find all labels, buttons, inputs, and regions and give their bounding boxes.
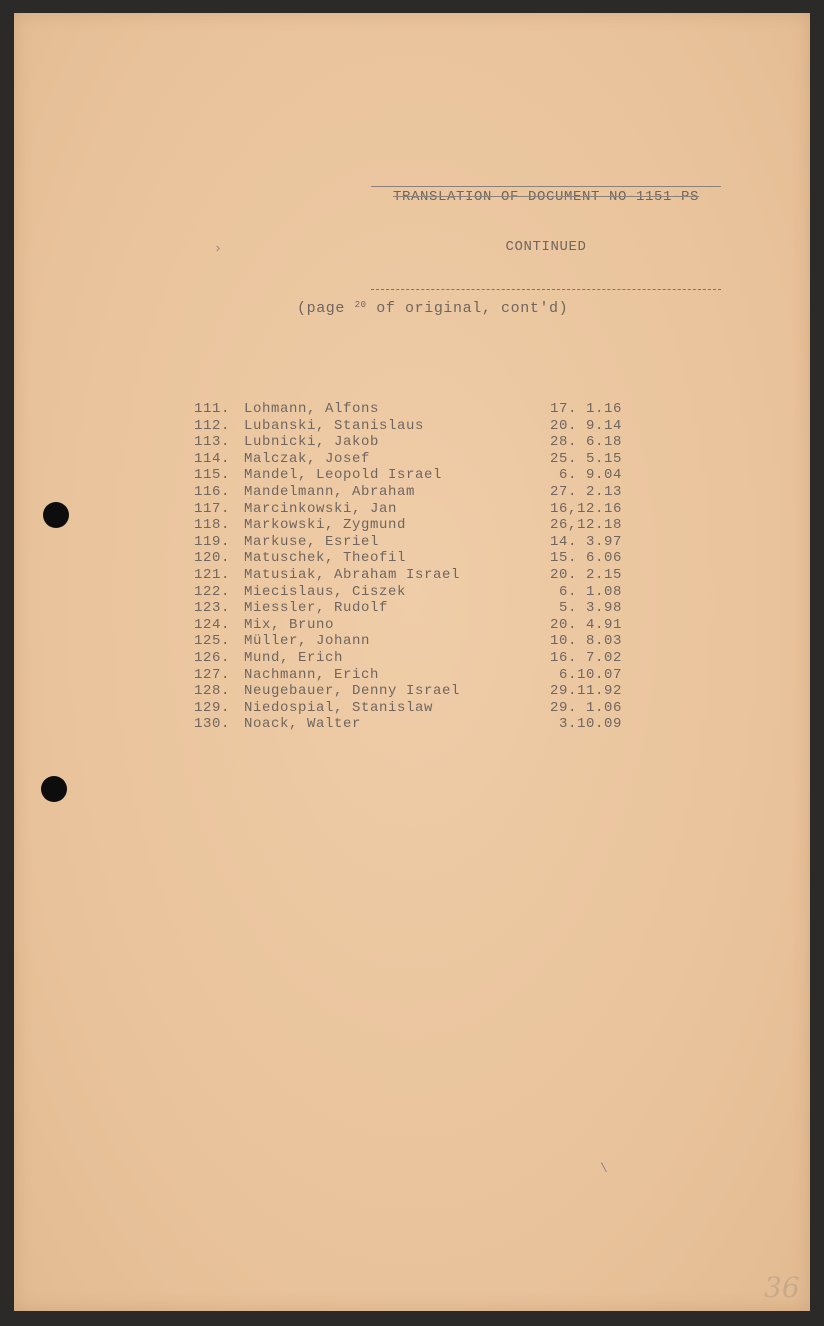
entry-number: 123. — [194, 600, 231, 617]
entry-name: Lohmann, Alfons — [244, 401, 380, 417]
list-item — [194, 550, 634, 567]
entry-date: 16. 7.02 — [549, 649, 622, 666]
entry-number: 111. — [194, 401, 231, 417]
entry-name: Miecislaus, Ciszek — [244, 583, 407, 600]
entry-date: 20. 4.91 — [549, 616, 622, 633]
list-item — [194, 600, 634, 617]
entry-number: 118. — [194, 517, 231, 534]
entry-name: Mandelmann, Abraham — [244, 483, 416, 500]
entry-name: Neugebauer, Denny Israel — [244, 683, 461, 700]
entry-number: 116. — [194, 483, 231, 500]
entry-name: Lubanski, Stanislaus — [244, 417, 425, 434]
list-item — [194, 418, 634, 435]
entry-name: Marcinkowski, Jan — [244, 500, 398, 517]
list-item — [194, 534, 634, 551]
entry-number: 126. — [194, 649, 231, 666]
entry-number: 121. — [194, 566, 231, 583]
list-item — [194, 633, 634, 650]
entry-name: Miessler, Rudolf — [244, 600, 389, 617]
entry-name: Matusiak, Abraham Israel — [244, 566, 461, 583]
entry-number: 122. — [194, 583, 231, 600]
stray-mark: \ — [600, 1161, 608, 1176]
handwritten-page-number: 36 — [764, 1271, 800, 1304]
entry-name: Mandel, Leopold Israel — [244, 467, 443, 484]
document-page — [14, 13, 810, 1311]
list-item — [194, 716, 634, 733]
entry-name: Malczak, Josef — [244, 450, 371, 467]
list-item — [194, 667, 634, 684]
page-reference-after: of original, cont'd) — [366, 300, 569, 317]
entry-date: 28. 6.18 — [549, 434, 622, 451]
page-reference — [297, 300, 568, 317]
name-list — [194, 401, 634, 733]
entry-number: 127. — [194, 666, 231, 683]
list-item — [194, 501, 634, 518]
list-item — [194, 434, 634, 451]
list-item — [194, 650, 634, 667]
entry-name: Nachmann, Erich — [244, 666, 380, 683]
entry-number: 117. — [194, 500, 231, 517]
entry-date: 17. 1.16 — [549, 401, 622, 417]
entry-name: Lubnicki, Jakob — [244, 434, 380, 451]
list-item — [194, 567, 634, 584]
entry-number: 113. — [194, 434, 231, 451]
entry-number: 124. — [194, 616, 231, 633]
entry-date: 6.10.07 — [558, 666, 622, 683]
entry-date: 6. 9.04 — [558, 467, 622, 484]
page-reference-number: 20 — [354, 300, 367, 310]
entry-date: 29. 1.06 — [549, 699, 622, 716]
page-reference-before: (page — [297, 300, 355, 317]
entry-number: 125. — [194, 633, 231, 650]
entry-number: 115. — [194, 467, 231, 484]
entry-date: 26,12.18 — [549, 517, 622, 534]
entry-number: 129. — [194, 699, 231, 716]
entry-number: 130. — [194, 716, 231, 733]
entry-name: Niedospial, Stanislaw — [244, 699, 434, 716]
list-item — [194, 683, 634, 700]
entry-name: Mix, Bruno — [244, 616, 335, 633]
entry-date: 20. 9.14 — [549, 417, 622, 434]
entry-date: 3.10.09 — [558, 716, 622, 733]
entry-number: 128. — [194, 683, 231, 700]
entry-date: 16,12.16 — [549, 500, 622, 517]
entry-name: Matuschek, Theofil — [244, 550, 407, 567]
entry-name: Markowski, Zygmund — [244, 517, 407, 534]
stray-mark: › — [214, 241, 222, 256]
entry-date: 15. 6.06 — [549, 550, 622, 567]
list-item — [194, 700, 634, 717]
punch-hole — [43, 502, 69, 528]
entry-date: 6. 1.08 — [558, 583, 622, 600]
entry-date: 20. 2.15 — [549, 566, 622, 583]
list-item — [194, 517, 634, 534]
header-title: TRANSLATION OF DOCUMENT NO-1151-PS — [371, 186, 721, 205]
document-header — [371, 154, 721, 322]
list-item — [194, 401, 634, 418]
header-underline — [371, 289, 721, 290]
entry-date: 25. 5.15 — [549, 450, 622, 467]
entry-date: 29.11.92 — [549, 683, 622, 700]
list-item — [194, 617, 634, 634]
punch-hole — [41, 776, 67, 802]
header-continued: CONTINUED — [505, 239, 587, 255]
entry-name: Markuse, Esriel — [244, 533, 380, 550]
list-item — [194, 451, 634, 468]
list-item — [194, 484, 634, 501]
entry-date: 5. 3.98 — [558, 600, 622, 617]
list-item — [194, 467, 634, 484]
entry-date: 27. 2.13 — [549, 483, 622, 500]
entry-name: Mund, Erich — [244, 649, 344, 666]
entry-name: Noack, Walter — [244, 716, 362, 733]
entry-number: 114. — [194, 450, 231, 467]
list-item — [194, 584, 634, 601]
entry-date: 10. 8.03 — [549, 633, 622, 650]
entry-name: Müller, Johann — [244, 633, 371, 650]
entry-date: 14. 3.97 — [549, 533, 622, 550]
entry-number: 112. — [194, 417, 231, 434]
entry-number: 119. — [194, 533, 231, 550]
entry-number: 120. — [194, 550, 231, 567]
